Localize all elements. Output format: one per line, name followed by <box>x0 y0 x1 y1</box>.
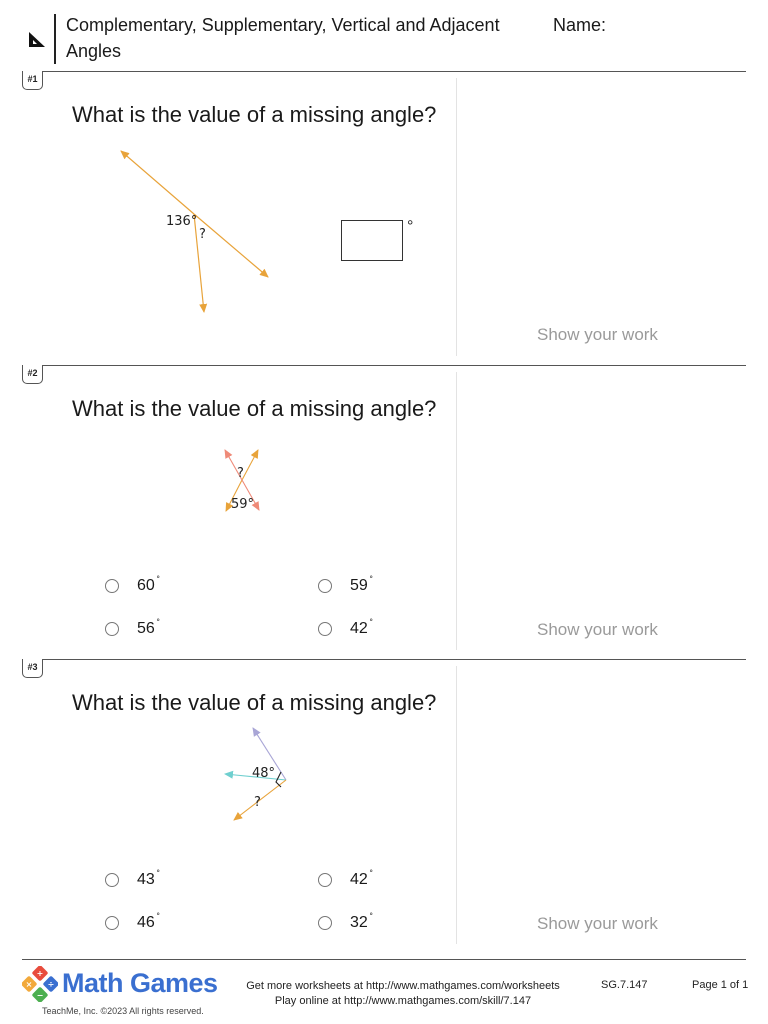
answer-option[interactable] <box>105 914 160 932</box>
option-value: 46 <box>137 914 155 931</box>
degree-symbol: ˚ <box>369 618 374 630</box>
worksheet-title: Complementary, Supplementary, Vertical and Adjacent Angles <box>66 15 500 61</box>
answer-option[interactable] <box>318 577 373 595</box>
header-divider <box>54 14 56 64</box>
question-prompt: What is the value of a missing angle? <box>72 690 437 715</box>
radio-button[interactable] <box>318 873 332 887</box>
answer-option[interactable] <box>318 914 373 932</box>
answer-input-box[interactable] <box>341 220 403 261</box>
angle-diagram-3 <box>0 720 456 830</box>
radio-button[interactable] <box>318 622 332 636</box>
option-value: 42 <box>350 871 368 888</box>
radio-button[interactable] <box>318 579 332 593</box>
question-number: #3 <box>22 659 43 678</box>
angle-label: 48° <box>252 766 276 781</box>
play-online-link[interactable]: Play online at http://www.mathgames.com/skill/7.147 <box>274 995 532 1007</box>
page-number: Page 1 of 1 <box>692 979 749 991</box>
skill-code: SG.7.147 <box>601 979 648 991</box>
name-label: Name: <box>553 15 607 35</box>
svg-text:−: − <box>36 991 44 1000</box>
set-square-icon <box>26 28 48 50</box>
worksheets-link[interactable]: Get more worksheets at http://www.mathgames.com/worksheets <box>246 980 560 992</box>
work-area-divider <box>456 372 457 650</box>
degree-symbol: ˚ <box>156 912 161 924</box>
degree-symbol: ˚ <box>156 575 161 587</box>
work-area-divider <box>456 78 457 356</box>
answer-option[interactable] <box>105 620 160 638</box>
section-divider <box>22 365 746 366</box>
question-number: #1 <box>22 71 43 90</box>
question-number: #2 <box>22 365 43 384</box>
ray <box>121 151 194 214</box>
radio-button[interactable] <box>105 916 119 930</box>
option-value: 59 <box>350 577 368 594</box>
svg-text:÷: ÷ <box>47 980 55 989</box>
angle-label: 136° <box>166 214 198 229</box>
section-divider <box>22 71 746 72</box>
radio-button[interactable] <box>318 916 332 930</box>
degree-symbol: ˚ <box>156 869 161 881</box>
ray <box>194 214 268 277</box>
degree-symbol: ˚ <box>156 618 161 630</box>
question-prompt: What is the value of a missing angle? <box>72 396 437 421</box>
unknown-angle-label: ? <box>254 795 261 810</box>
option-value: 43 <box>137 871 155 888</box>
degree-symbol: ˚ <box>369 912 374 924</box>
angle-diagram-2 <box>0 440 456 520</box>
option-value: 32 <box>350 914 368 931</box>
degree-symbol: ˚ <box>369 869 374 881</box>
show-work-label: Show your work <box>537 620 658 639</box>
svg-text:+: + <box>36 969 44 978</box>
option-value: 56 <box>137 620 155 637</box>
footer-links <box>230 979 576 1009</box>
mathgames-logo-text[interactable]: Math Games <box>62 968 218 998</box>
show-work-label: Show your work <box>537 325 658 344</box>
radio-button[interactable] <box>105 873 119 887</box>
degree-symbol: ˚ <box>369 575 374 587</box>
unknown-angle-label: ? <box>237 466 244 481</box>
question-prompt: What is the value of a missing angle? <box>72 102 437 127</box>
ray <box>242 450 258 480</box>
radio-button[interactable] <box>105 579 119 593</box>
answer-option[interactable] <box>105 871 160 889</box>
option-value: 60 <box>137 577 155 594</box>
answer-option[interactable] <box>318 620 373 638</box>
degree-symbol: ° <box>407 218 414 235</box>
radio-button[interactable] <box>105 622 119 636</box>
show-work-label: Show your work <box>537 914 658 933</box>
copyright-text: TeachMe, Inc. ©2023 All rights reserved. <box>42 1006 204 1016</box>
option-value: 42 <box>350 620 368 637</box>
section-divider <box>22 659 746 660</box>
svg-text:×: × <box>25 980 33 989</box>
answer-option[interactable] <box>318 871 373 889</box>
unknown-angle-label: ? <box>199 227 206 242</box>
angle-label: 59° <box>231 497 255 512</box>
mathgames-logo-icon <box>22 966 58 1002</box>
answer-option[interactable] <box>105 577 160 595</box>
work-area-divider <box>456 666 457 944</box>
footer-divider <box>22 959 746 960</box>
